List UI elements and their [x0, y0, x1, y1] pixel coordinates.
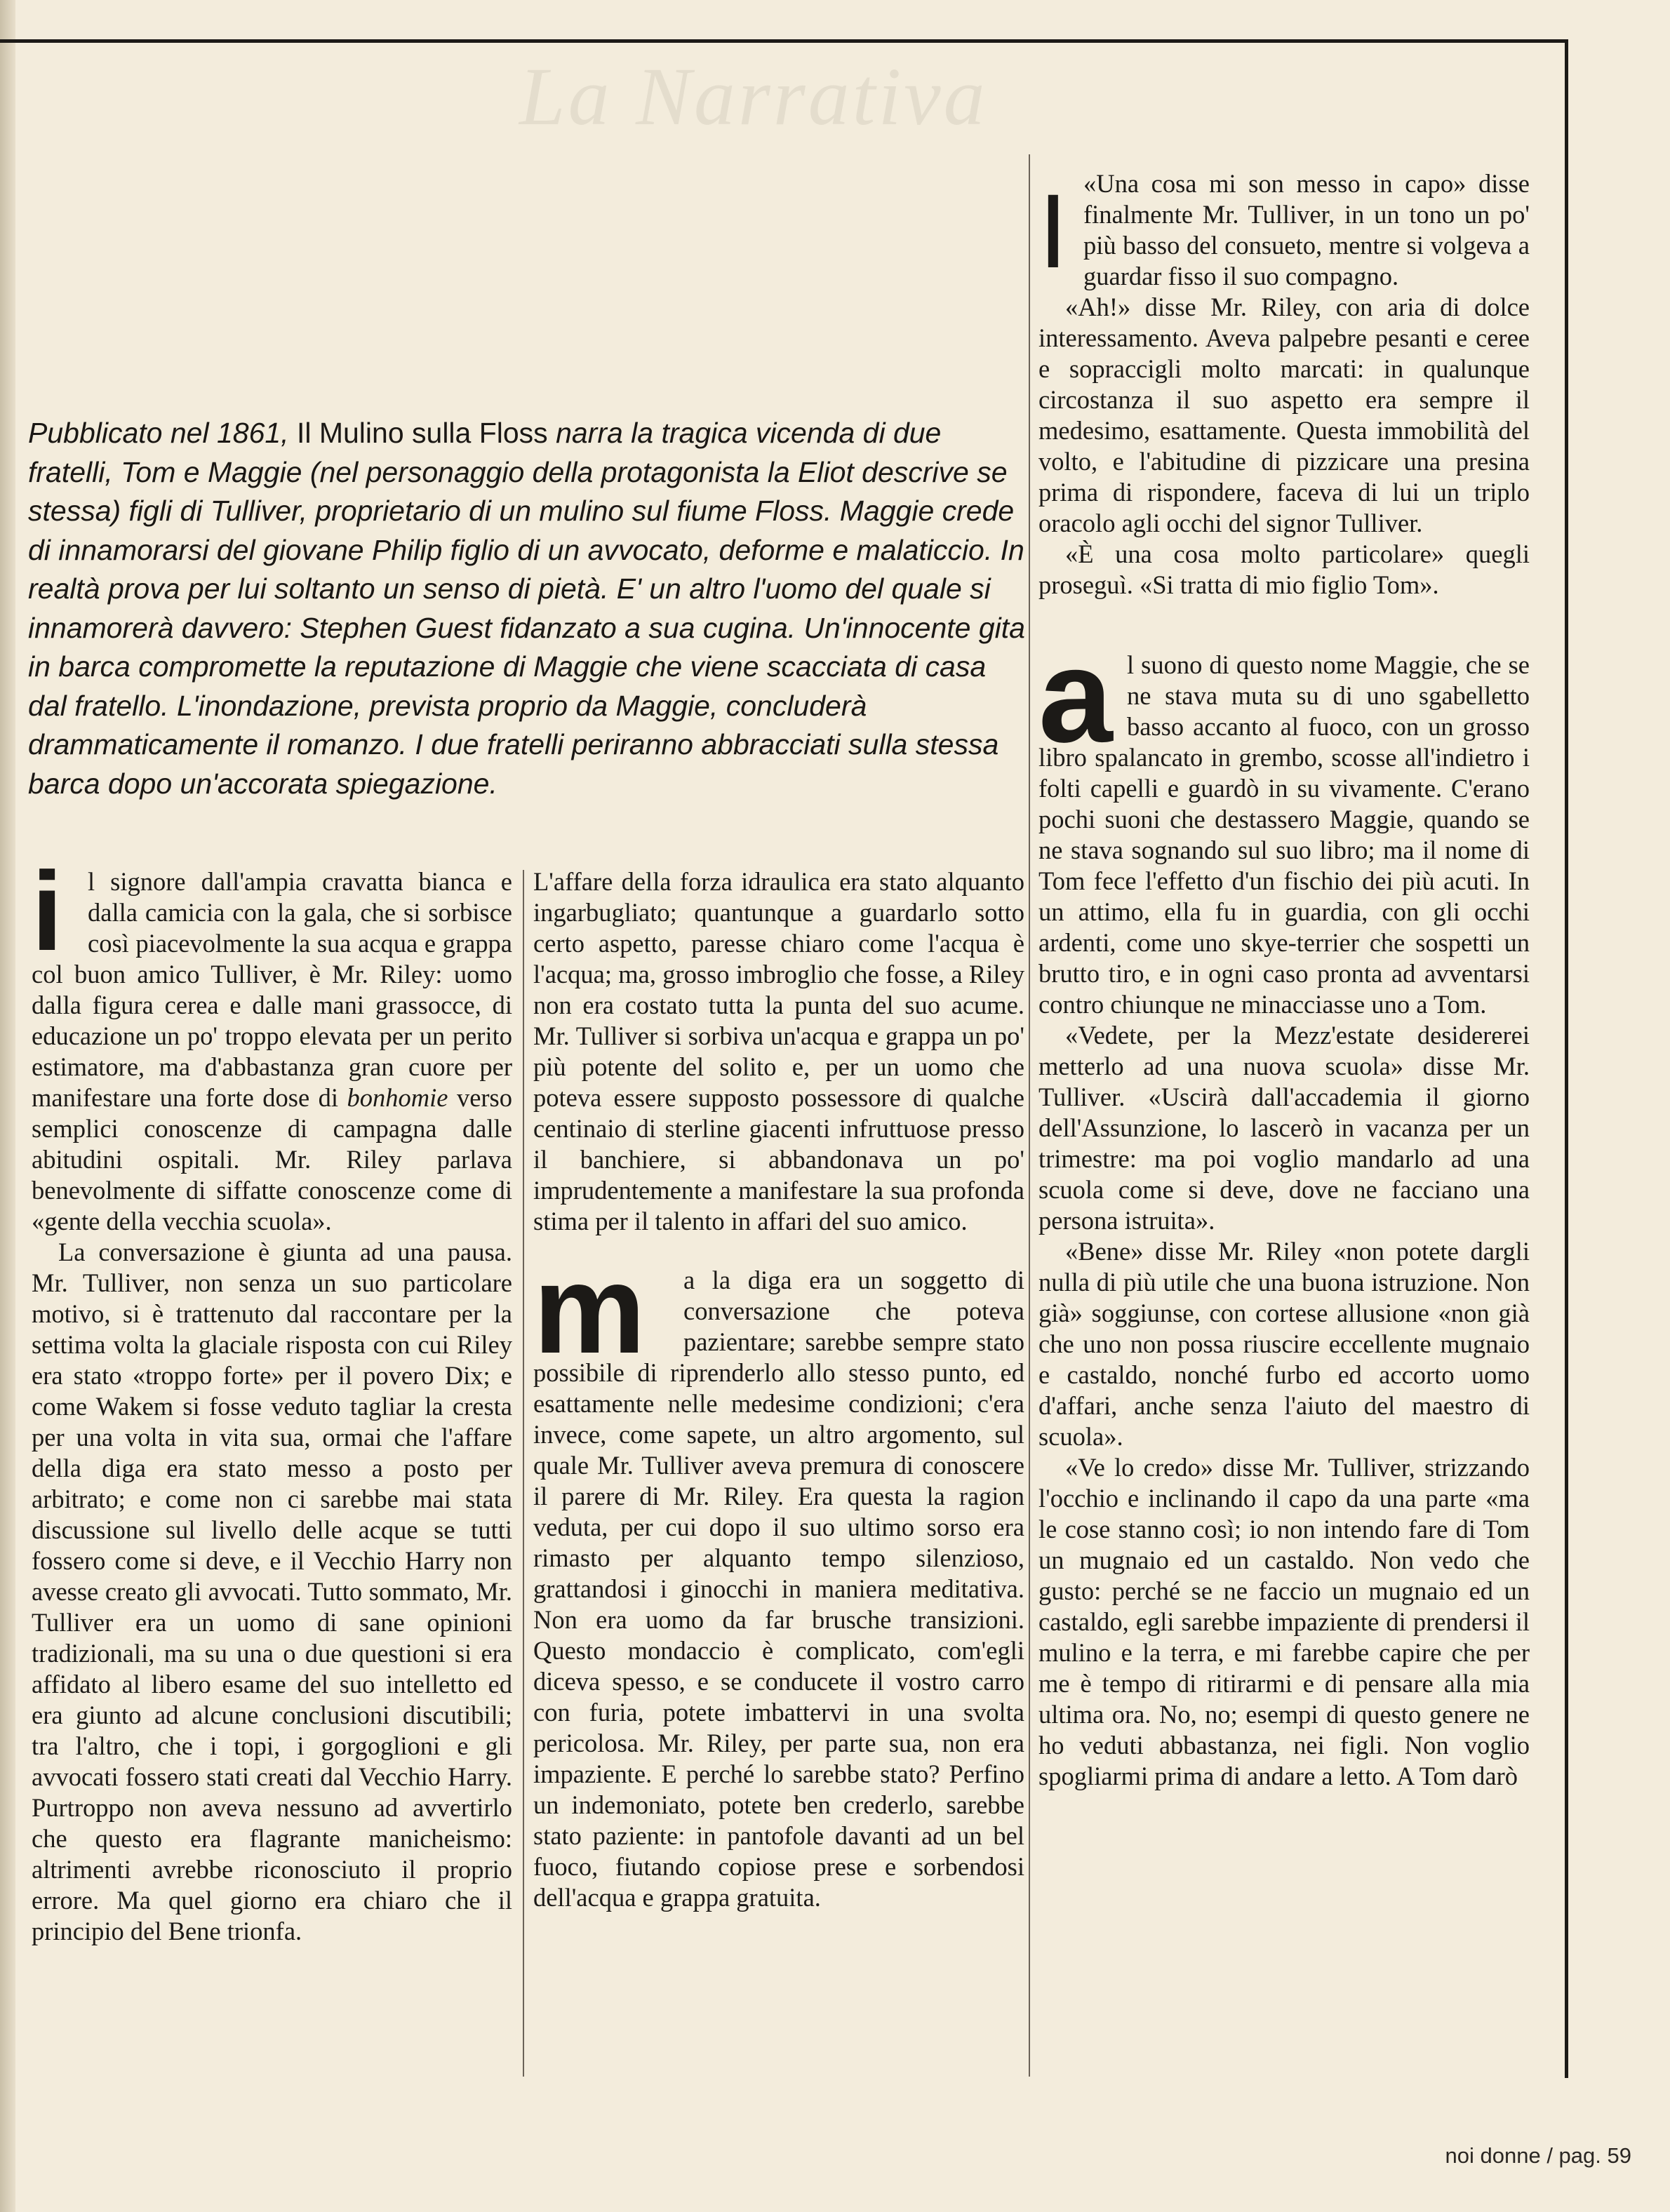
drop-cap-i: i — [32, 848, 63, 974]
drop-cap-I: I — [1038, 172, 1068, 290]
page-footer — [1337, 2143, 1631, 2169]
col-c-p4-text: l suono di questo nome Maggie, che se ne stava muta su di uno sgabelletto basso accanto al fuoco, con un grosso libro spalancato in grembo, scosse all'indietro i folti capelli e guardò in su vivamente. C'erano pochi suoni che destassero Maggie, quando se ne stava sognando sul suo libro; ma il nome di Tom fece l'effetto d'un fischio dei più acuti. In un attimo, ella fu in guardia, con gli occhi ardenti, come uno skye-terrier che sospetti un brutto tiro, e in ogni caso pronta ad avventarsi contro chiunque ne minacciasse uno a Tom. — [1038, 650, 1530, 1019]
column-b — [533, 866, 1024, 1913]
show-through-title: La Narrativa — [519, 51, 988, 142]
col-b-p2-text: a la diga era un soggetto di conversazione che poteva pazientare; sarebbe sempre stato possibile di riprenderlo allo stesso punto, ed esattamente nelle medesime condizioni; c'era invece, come sapete, un altro argomento, sul quale Mr. Tulliver aveva premura di conoscere il parere di Mr. Riley. Era questa la ragion veduta, per cui dopo il suo ultimo sorso era rimasto per alquanto tempo silenzioso, grattandosi i ginocchi in maniera meditativa. Non era uomo da far brusche transizioni. Questo mondaccio è complicato, com'egli diceva spesso, e se conducete il vostro carro con furia, potete imbattervi in una svolta pericolosa. Mr. Riley, per parte sua, non era impaziente. E perché lo sarebbe stato? Perfino un indemoniato, potete ben crederlo, sarebbe stato paziente: in pantofole davanti ad un bel fuoco, fiutando copiose prese e sorbendosi dell'acqua e grappa gratuita. — [533, 1266, 1024, 1912]
column-c — [1038, 168, 1530, 1792]
col-c-paragraph-1 — [1038, 168, 1530, 292]
col-c-paragraph-5: «Vedete, per la Mezz'estate desidererei metterlo ad una nuova scuola» disse Mr. Tulliver. «Uscirà dall'accademia il giorno dell'Assunzione, lo lascerò in vacanza per un trimestre: ma poi voglio mandarlo ad una scuola come si deve, dove ne facciano una persona istruita». — [1038, 1021, 1530, 1235]
frame-top-rule — [0, 39, 1568, 43]
column-a — [32, 848, 513, 1947]
col-a-paragraph-1 — [32, 848, 513, 1237]
col-b-paragraph-1: L'affare della forza idraulica era stato alquanto ingarbugliato; quantunque a guardarlo sotto certo aspetto, paresse chiaro come l'acqua è l'acqua; ma, grosso imbroglio che fosse, a Riley non era costato tutta la punta del suo acume. Mr. Tulliver si sorbiva un'acqua e grappa un po' più potente del solito e, per un uomo che poteva essere supposto possessore di qualche centinaio di sterline giacenti infruttuose presso il banchiere, si abbandonava un po' imprudentemente a manifestare la sua profonda stima per il talento in affari del suo amico. — [533, 867, 1024, 1235]
intro-book-title: Il Mulino sulla Floss — [288, 417, 556, 449]
col-a-paragraph-2: La conversazione è giunta ad una pausa. Mr. Tulliver, non senza un suo particolare motivo, si è trattenuto dal raccontare per la settima volta la glaciale risposta con cui Riley era stato «troppo forte» per il povero Dix; e come Wakem si fosse veduto tagliar la cresta per una volta in vita sua, ormai che l'affare della diga era stato messo a posto per arbitrato; e come non ci sarebbe mai stata discussione sul livello delle acque se tutti fossero come si deve, e il Vecchio Harry non avesse creato gli avvocati. Tutto sommato, Mr. Tulliver era un uomo di sane opinioni tradizionali, ma su una o due questioni si era affidato al libero esame del suo intelletto ed era giunto ad alcune conclusioni discutibili; tra l'altro, che i topi, i gorgoglioni e gli avvocati fossero stati creati dal Vecchio Harry. Purtroppo non aveva nessuno ad avvertirlo che questo era flagrante manicheismo: altrimenti avrebbe riconosciuto il proprio errore. Ma quel giorno era chiaro che il principio del Bene trionfa. — [32, 1238, 512, 1945]
col-c-paragraph-4 — [1038, 622, 1530, 1020]
drop-cap-a: a — [1038, 622, 1113, 770]
col-b-paragraph-2 — [533, 1239, 1024, 1913]
footer-magazine: noi donne — [1445, 2143, 1541, 2168]
drop-cap-m: m — [533, 1239, 646, 1380]
footer-separator: / — [1540, 2143, 1559, 2168]
footer-page-number: 59 — [1607, 2143, 1631, 2168]
page-binding-edge — [0, 0, 15, 2212]
intro-part3: narra la tragica vicenda di due fratelli, Tom e Maggie (nel personaggio della protagonista la Eliot descrive se stessa) figli di Tulliver, proprietario di un mulino sul fiume Floss. Maggie crede di innamorarsi del giovane Philip figlio di un avvocato, deforme e malaticcio. In realtà prova per lui soltanto un senso di pietà. E' un altro l'uomo del quale si innamorerà davvero: Stephen Guest fidanzato a sua cugina. Un'innocente gita in barca compromette la reputazione di Maggie che viene scacciata di casa dal fratello. L'inondazione, prevista proprio da Maggie, concluderà drammaticamente il romanzo. I due fratelli periranno abbracciati sulla stessa barca dopo un'accorata spiegazione. — [28, 417, 1025, 800]
col-c-paragraph-2: «Ah!» disse Mr. Riley, con aria di dolce interessamento. Aveva palpebre pesanti e ceree e sopraccigli molto marcati: in qualunque circostanza il suo aspetto era sempre il medesimo, esattamente. Questa immobilità del volto, e l'abitudine di pizzicare una presina prima di rispondere, faceva di lui un triplo oracolo agli occhi del signor Tulliver. — [1038, 293, 1530, 537]
col-a-p1-text-b: verso semplici conoscenze di campagna dalle abitudini ospitali. Mr. Riley parlava benevolmente di siffatte conoscenze come di «gente della vecchia scuola». — [32, 1083, 513, 1235]
col-a-p1-italic: bonhomie — [347, 1083, 448, 1112]
column-divider-left — [523, 870, 524, 2077]
footer-page-label: pag. — [1558, 2143, 1601, 2168]
col-c-paragraph-6: «Bene» disse Mr. Riley «non potete dargli nulla di più utile che una buona istruzione. Non già» soggiunse, con cortese allusione «non già che uno non possa riuscire eccellente mugnaio e castaldo, nonché furbo ed accorto uomo d'affari, anche senza l'aiuto del maestro di scuola». — [1038, 1237, 1530, 1451]
intro-blurb — [28, 414, 1031, 803]
col-c-p1-text: «Una cosa mi son messo in capo» disse finalmente Mr. Tulliver, in un tono un po' più basso del consueto, mentre si volgeva a guardar fisso il suo compagno. — [1083, 169, 1530, 290]
col-a-p1-text-a: l signore dall'ampia cravatta bianca e dalla camicia con la gala, che si sorbisce così piacevolmente la sua acqua e grappa col buon amico Tulliver, è Mr. Riley: uomo dalla figura cerea e dalle mani grassocce, di educazione un po' troppo elevata per un perito estimatore, ma d'abbastanza gran cuore per manifestare una forte dose di — [32, 867, 512, 1112]
frame-right-rule — [1565, 39, 1568, 2078]
col-c-paragraph-7: «Ve lo credo» disse Mr. Tulliver, strizzando l'occhio e inclinando il capo da una parte «ma le cose stanno così; io non intendo fare di Tom un mugnaio ed un castaldo. Non vedo che gusto: perché se ne faccio un mugnaio ed un castaldo, egli sarebbe impaziente di prendersi il mulino e la terra, e mi farebbe capire che per me è tempo di ritirarmi e di pensare alla mia ultima ora. No, no; esempi di questo genere ne ho veduti abbastanza, nei figli. Non voglio spogliarmi prima di andare a letto. A Tom darò — [1038, 1453, 1530, 1790]
intro-part1: Pubblicato nel 1861, — [28, 417, 289, 449]
col-c-paragraph-3: «È una cosa molto particolare» quegli proseguì. «Si tratta di mio figlio Tom». — [1038, 539, 1530, 599]
